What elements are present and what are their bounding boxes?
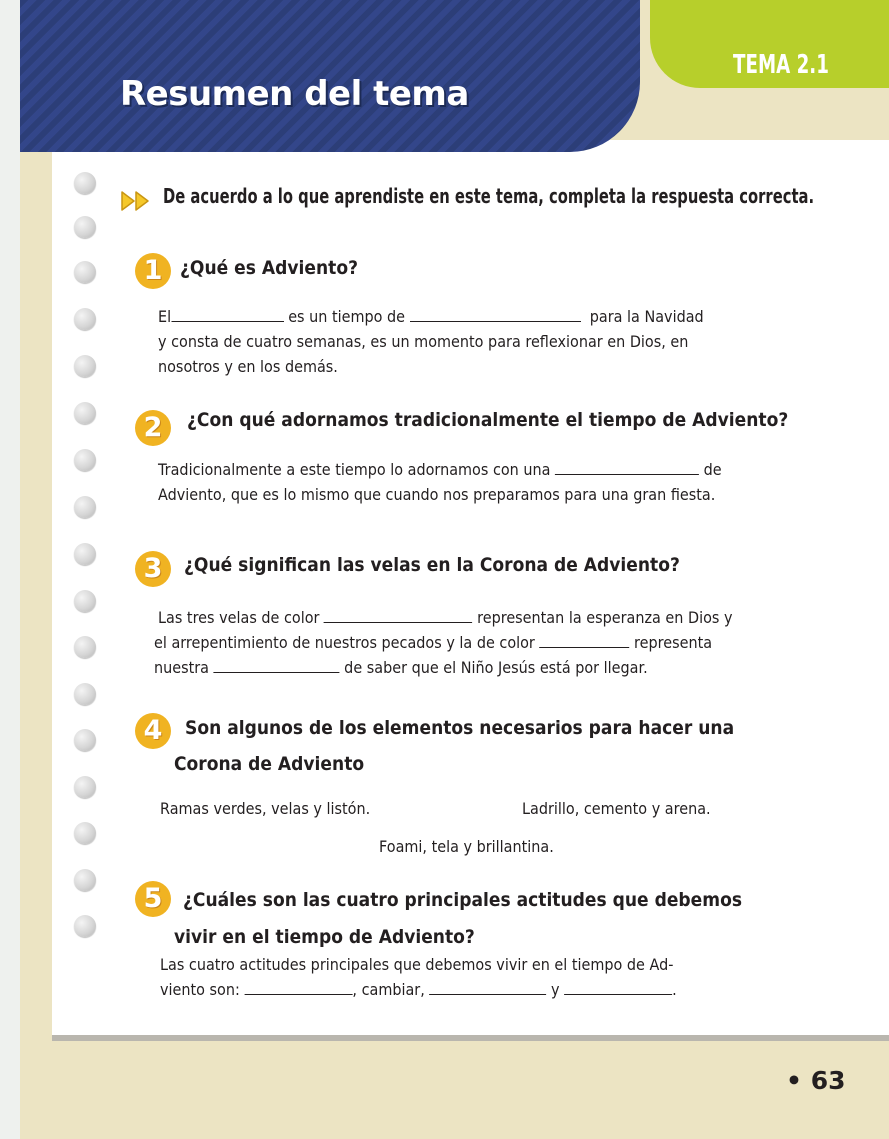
ring-icon [74, 172, 96, 194]
tema-label: TEMA 2.1 [733, 50, 829, 80]
page-title: Resumen del tema [120, 74, 469, 114]
ring-icon [74, 355, 96, 377]
answer-blank[interactable] [324, 607, 473, 623]
ring-icon [74, 216, 96, 238]
ring-icon [74, 590, 96, 612]
ring-icon [74, 776, 96, 798]
question-5-title-line-1: ¿Cuáles son las cuatro principales actitudes que debemos [183, 889, 743, 911]
answer-blank[interactable] [410, 306, 581, 322]
question-3-line-3: nuestra de saber que el Niño Jesús está por llegar. [154, 658, 648, 677]
ring-icon [74, 543, 96, 565]
answer-blank[interactable] [429, 979, 546, 995]
question-3-line-2: el arrepentimiento de nuestros pecados y la de color representa [154, 633, 713, 652]
ring-icon [74, 449, 96, 471]
header-banner [20, 0, 640, 152]
ring-icon [74, 915, 96, 937]
question-number-5: 5 [135, 881, 171, 917]
question-number-1: 1 [135, 253, 171, 289]
answer-blank[interactable] [244, 979, 352, 995]
ring-icon [74, 402, 96, 424]
question-1-title: ¿Qué es Adviento? [180, 257, 359, 279]
question-3-title: ¿Qué significan las velas en la Corona de Adviento? [184, 554, 680, 576]
left-margin-strip [0, 0, 20, 1139]
question-number-4: 4 [135, 713, 171, 749]
question-number-3: 3 [135, 551, 171, 587]
question-2-title: ¿Con qué adornamos tradicionalmente el tiempo de Adviento? [187, 409, 789, 431]
ring-icon [74, 729, 96, 751]
answer-blank[interactable] [539, 632, 629, 648]
double-arrow-icon [120, 190, 158, 212]
ring-icon [74, 496, 96, 518]
question-4-title-line-2: Corona de Adviento [174, 753, 365, 775]
ring-icon [74, 822, 96, 844]
question-3-line-1: Las tres velas de color representan la esperanza en Dios y [158, 608, 733, 627]
question-1-line-1: El es un tiempo de para la Navidad [158, 307, 704, 326]
tema-tab [650, 0, 889, 88]
question-2-line-1: Tradicionalmente a este tiempo lo adornamos con una de [158, 460, 722, 479]
answer-blank[interactable] [555, 459, 699, 475]
question-2-line-2: Adviento, que es lo mismo que cuando nos preparamos para una gran fiesta. [158, 485, 716, 504]
instruction-text: De acuerdo a lo que aprendiste en este tema, completa la respuesta correcta. [163, 184, 815, 208]
question-1-line-2: y consta de cuatro semanas, es un momento para reflexionar en Dios, en [158, 332, 689, 351]
answer-blank[interactable] [214, 657, 340, 673]
option-2[interactable]: Ladrillo, cemento y arena. [522, 799, 711, 818]
ring-icon [74, 636, 96, 658]
question-4-title-line-1: Son algunos de los elementos necesarios para hacer una [185, 717, 735, 739]
option-1[interactable]: Ramas verdes, velas y listón. [160, 799, 371, 818]
question-1-line-3: nosotros y en los demás. [158, 357, 338, 376]
answer-blank[interactable] [171, 306, 284, 322]
ring-icon [74, 308, 96, 330]
ring-icon [74, 261, 96, 283]
option-3[interactable]: Foami, tela y brillantina. [379, 837, 554, 856]
ring-icon [74, 683, 96, 705]
question-5-line-2: viento son: , cambiar, y . [160, 980, 677, 999]
question-5-line-1: Las cuatro actitudes principales que debemos vivir en el tiempo de Ad- [160, 955, 674, 974]
answer-blank[interactable] [564, 979, 672, 995]
question-number-2: 2 [135, 410, 171, 446]
question-5-title-line-2: vivir en el tiempo de Adviento? [174, 926, 475, 948]
ring-icon [74, 869, 96, 891]
page-number: • 63 [786, 1066, 846, 1095]
